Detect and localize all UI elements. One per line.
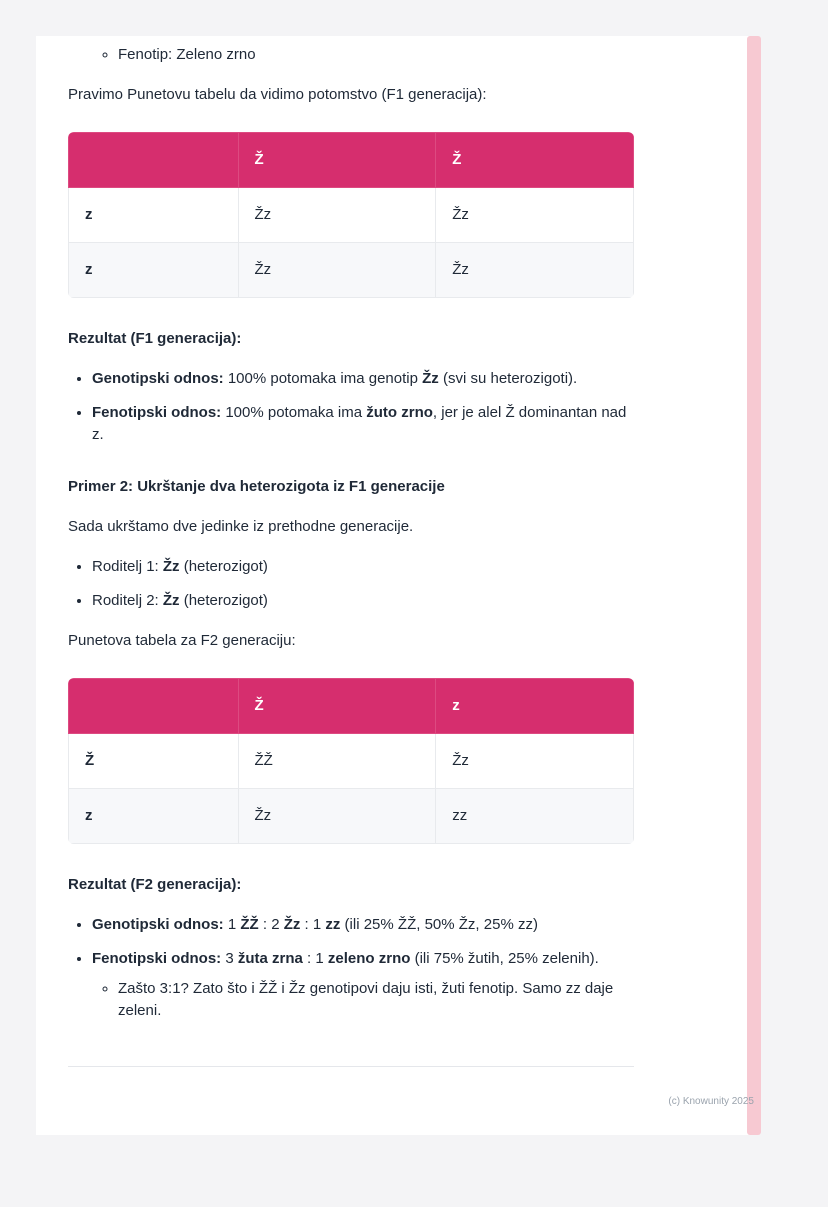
- table-cell: z: [69, 789, 239, 844]
- table-body: [69, 188, 634, 298]
- section-divider: [68, 1066, 634, 1067]
- text-segment: 1: [223, 916, 241, 933]
- list-item: [92, 368, 634, 390]
- table-cell: z: [69, 188, 239, 243]
- f2-sublist: [92, 978, 634, 1022]
- table-header-row: [69, 679, 634, 734]
- heading-rezultat-f2: Rezultat (F2 generacija):: [68, 876, 242, 893]
- list-item: [92, 948, 634, 1022]
- text-segment: (ili 25% ŽŽ, 50% Žz, 25% zz): [340, 916, 538, 933]
- list-item: [92, 590, 634, 612]
- text-segment: : 2: [258, 916, 284, 933]
- table-header-cell: Ž: [238, 133, 436, 188]
- text-segment: Genotipski odnos:: [92, 916, 224, 933]
- text-segment: Roditelj 1:: [92, 558, 163, 575]
- text-segment: (heterozigot): [179, 592, 268, 609]
- text-segment: Roditelj 2:: [92, 592, 163, 609]
- text-segment: Žz: [422, 370, 439, 387]
- footer-credit: (c) Knowunity 2025: [668, 1096, 754, 1107]
- text-segment: Fenotipski odnos:: [92, 950, 222, 967]
- table-cell: Žz: [238, 789, 436, 844]
- table-row: [69, 789, 634, 844]
- table-header-cell: Ž: [238, 679, 436, 734]
- table-cell: z: [69, 243, 239, 298]
- paragraph-intro-f1: Pravimo Punetovu tabelu da vidimo potomstvo (F1 generacija):: [68, 86, 487, 103]
- text-segment: zz: [325, 916, 341, 933]
- table-header: [69, 133, 634, 188]
- table-body: [69, 734, 634, 844]
- table-cell: Žz: [238, 243, 436, 298]
- text-segment: : 1: [300, 916, 326, 933]
- table-cell: ŽŽ: [238, 734, 436, 789]
- text-segment: Genotipski odnos:: [92, 370, 224, 387]
- table-row: [69, 243, 634, 298]
- table-header: [69, 679, 634, 734]
- heading-rezultat-f1: Rezultat (F1 generacija):: [68, 330, 242, 347]
- fenotip-sublist: [68, 44, 634, 66]
- paragraph-primer2-intro: Sada ukrštamo dve jedinke iz prethodne generacije.: [68, 518, 414, 535]
- text-segment: Fenotipski odnos:: [92, 404, 222, 421]
- list-item: [92, 402, 634, 446]
- f1-result-list: [68, 368, 634, 446]
- table-cell: Ž: [69, 734, 239, 789]
- table-header-cell: Ž: [436, 133, 634, 188]
- scrollbar[interactable]: [747, 36, 761, 1135]
- text-segment: Fenotip: Zeleno zrno: [118, 46, 256, 63]
- text-segment: Žz: [283, 916, 301, 933]
- text-segment: 3: [221, 950, 238, 967]
- punnett-table-f1-wrapper: [68, 132, 634, 298]
- table-header-cell: z: [436, 679, 634, 734]
- text-segment: žuta zrna: [237, 950, 303, 967]
- table-cell: Žz: [436, 188, 634, 243]
- text-segment: : 1: [302, 950, 328, 967]
- table-header-row: [69, 133, 634, 188]
- f2-result-list: [68, 914, 634, 1022]
- list-item: [118, 44, 634, 66]
- text-segment: 100% potomaka ima genotip: [223, 370, 423, 387]
- punnett-table-f1: [68, 132, 634, 298]
- table-header-cell: [69, 679, 239, 734]
- text-segment: žuto zrno: [366, 404, 433, 421]
- text-segment: (heterozigot): [179, 558, 268, 575]
- text-segment: (svi su heterozigoti).: [438, 370, 578, 387]
- paragraph-intro-f2: Punetova tabela za F2 generaciju:: [68, 632, 296, 649]
- text-segment: Zašto 3:1? Zato što i ŽŽ i Žz genotipovi daju isti, žuti fenotip. Samo zz daje zeleni.: [118, 980, 614, 1019]
- text-segment: (ili 75% žutih, 25% zelenih).: [410, 950, 599, 967]
- table-cell: zz: [436, 789, 634, 844]
- text-segment: Žz: [162, 558, 180, 575]
- table-cell: Žz: [436, 734, 634, 789]
- heading-primer2: Primer 2: Ukrštanje dva heterozigota iz F1 generacije: [68, 478, 445, 495]
- parents-list: [68, 556, 634, 612]
- list-item: [92, 556, 634, 578]
- text-segment: 100% potomaka ima: [221, 404, 367, 421]
- text-segment: , jer je alel Ž dominantan nad z.: [92, 404, 627, 443]
- app-background: [0, 36, 828, 1135]
- table-row: [69, 188, 634, 243]
- document-content: [68, 36, 634, 1067]
- text-segment: ŽŽ: [240, 916, 259, 933]
- table-cell: Žz: [436, 243, 634, 298]
- table-row: [69, 734, 634, 789]
- table-header-cell: [69, 133, 239, 188]
- document-page: [36, 36, 756, 1135]
- table-cell: Žz: [238, 188, 436, 243]
- text-segment: zeleno zrno: [327, 950, 411, 967]
- punnett-table-f2: [68, 678, 634, 844]
- list-item: [92, 914, 634, 936]
- text-segment: Žz: [162, 592, 180, 609]
- punnett-table-f2-wrapper: [68, 678, 634, 844]
- list-item: [118, 978, 634, 1022]
